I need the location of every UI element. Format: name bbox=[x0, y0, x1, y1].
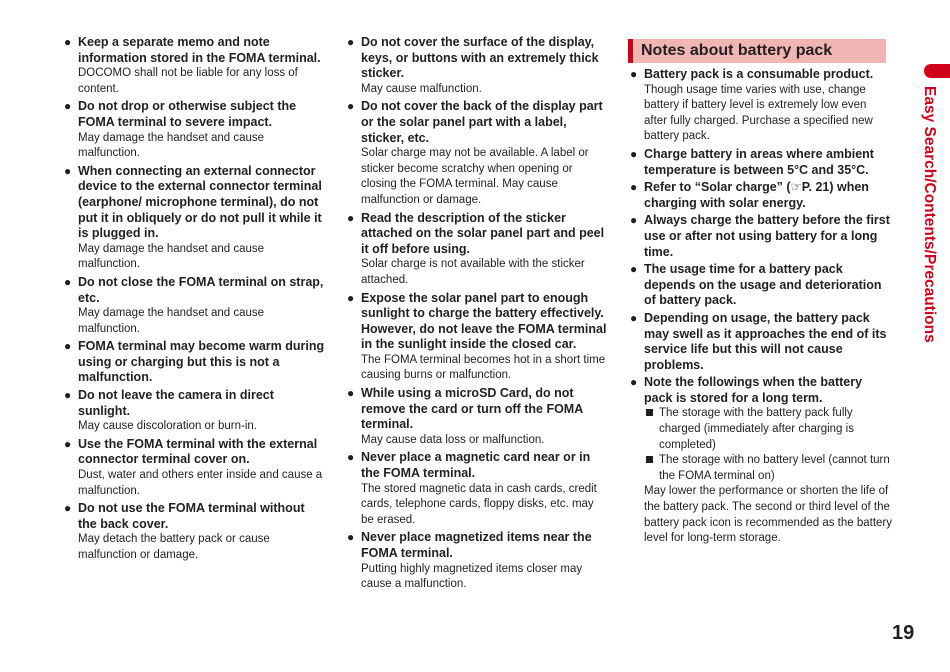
item-description: Though usage time varies with use, change battery if battery level is extremely low even after fully charged. Purchase a specified new battery pack. bbox=[644, 83, 873, 143]
item-heading: Do not drop or otherwise subject the FOMA terminal to severe impact. bbox=[78, 99, 297, 129]
item-description: Solar charge is not available with the sticker attached. bbox=[361, 258, 585, 286]
side-chapter-label: Easy Search/Contents/Precautions bbox=[921, 86, 938, 343]
sub-item-text: The storage with the battery pack fully charged (immediately after charging is completed) bbox=[659, 407, 854, 451]
item-heading: While using a microSD Card, do not remove the card or turn off the FOMA terminal. bbox=[361, 386, 583, 432]
list-item bbox=[630, 67, 892, 145]
page-number: 19 bbox=[892, 622, 915, 644]
item-description: The stored magnetic data in cash cards, credit cards, telephone cards, floppy disks, etc. may be erased. bbox=[361, 482, 597, 526]
item-heading: Use the FOMA terminal with the external connector terminal cover on. bbox=[78, 436, 318, 467]
bullet-icon: ● bbox=[64, 339, 72, 354]
item-description: May damage the handset and cause malfunction. bbox=[78, 307, 265, 335]
list-item bbox=[347, 35, 609, 97]
bullet-icon: ● bbox=[64, 274, 72, 289]
bullet-icon: ● bbox=[630, 310, 638, 325]
bullet-icon: ● bbox=[347, 210, 355, 225]
item-description: Solar charge may not be available. A label or sticker become scratchy when opening or closing the FOMA terminal. May cause malfunction or damage. bbox=[361, 147, 589, 206]
list-item bbox=[347, 530, 609, 592]
list-item bbox=[64, 339, 326, 386]
item-heading: Do not cover the back of the display part or the solar panel part with a label, sticker, etc. bbox=[361, 99, 603, 145]
bullet-icon: ● bbox=[64, 436, 72, 451]
item-heading: Charge battery in areas where ambient temperature is between 5°C and 35°C. bbox=[644, 146, 874, 177]
item-description: May cause data loss or malfunction. bbox=[361, 433, 545, 446]
sub-item bbox=[644, 453, 892, 484]
item-heading: Never place magnetized items near the FOMA terminal. bbox=[361, 530, 592, 560]
item-heading: Read the description of the sticker attached on the solar panel part and peel it off before using. bbox=[361, 210, 605, 256]
bullet-icon: ● bbox=[347, 530, 355, 545]
item-heading: Note the followings when the battery pack is stored for a long term. bbox=[644, 375, 863, 405]
item-note: May lower the performance or shorten the life of the battery pack. The second or third level of the battery pack icon is recommended as the battery level for long-term storage. bbox=[644, 485, 893, 545]
section-title: Notes about battery pack bbox=[641, 42, 833, 59]
list-item bbox=[630, 311, 892, 373]
list-item bbox=[347, 291, 609, 385]
item-heading: Do not leave the camera in direct sunlight. bbox=[78, 388, 274, 418]
bullet-icon: ● bbox=[630, 262, 638, 277]
list-item bbox=[64, 275, 326, 337]
sub-item-text: The storage with no battery level (cannot turn the FOMA terminal on) bbox=[659, 454, 890, 482]
bullet-icon: ● bbox=[630, 146, 638, 161]
list-item bbox=[347, 99, 609, 208]
bullet-icon: ● bbox=[347, 450, 355, 465]
item-heading: Never place a magnetic card near or in the FOMA terminal. bbox=[361, 450, 591, 481]
item-heading: Depending on usage, the battery pack may swell as it approaches the end of its service life but this will not cause problems. bbox=[644, 310, 887, 372]
bullet-icon: ● bbox=[630, 180, 638, 195]
item-description: May detach the battery pack or cause malfunction or damage. bbox=[78, 533, 270, 561]
item-heading: When connecting an external connector device to the external connector terminal (earphone/ microphone terminal), do not put it in obliquely or do not pull it while it is plugged in. bbox=[78, 163, 322, 241]
bullet-icon: ● bbox=[630, 67, 638, 81]
item-description: The FOMA terminal becomes hot in a short time causing burns or malfunction. bbox=[361, 353, 606, 382]
bullet-icon: ● bbox=[347, 290, 355, 305]
bullet-icon: ● bbox=[630, 213, 638, 228]
list-item bbox=[64, 437, 326, 499]
list-item bbox=[64, 99, 326, 161]
bullet-icon: ● bbox=[64, 35, 72, 49]
list-item bbox=[630, 180, 892, 211]
item-description: May damage the handset and cause malfunction. bbox=[78, 242, 265, 271]
bullet-icon: ● bbox=[64, 501, 72, 516]
list-item bbox=[347, 211, 609, 289]
item-description: May cause discoloration or burn-in. bbox=[78, 420, 257, 433]
item-description: May cause malfunction. bbox=[361, 82, 482, 95]
item-heading: Keep a separate memo and note information stored in the FOMA terminal. bbox=[78, 35, 321, 65]
item-heading: Battery pack is a consumable product. bbox=[644, 67, 874, 81]
bullet-icon: ● bbox=[64, 99, 72, 114]
item-description: Putting highly magnetized items closer may cause a malfunction. bbox=[361, 562, 583, 591]
list-item bbox=[64, 35, 326, 97]
item-heading: Expose the solar panel part to enough sunlight to charge the battery effectively. However, do not leave the FOMA terminal in the sunlight inside the closed car. bbox=[361, 290, 607, 352]
section-header bbox=[628, 39, 886, 63]
item-heading: Do not use the FOMA terminal without the back cover. bbox=[78, 501, 305, 531]
list-item bbox=[64, 164, 326, 273]
list-item bbox=[347, 450, 609, 528]
bullet-icon: ● bbox=[347, 99, 355, 114]
sub-item bbox=[644, 406, 892, 453]
list-item bbox=[630, 375, 892, 547]
list-item bbox=[64, 388, 326, 435]
item-description: Dust, water and others enter inside and cause a malfunction. bbox=[78, 469, 323, 497]
item-heading: The usage time for a battery pack depends on the usage and deterioration of battery pack. bbox=[644, 262, 882, 308]
column-left bbox=[64, 35, 326, 566]
list-item bbox=[64, 501, 326, 563]
item-description: DOCOMO shall not be liable for any loss of content. bbox=[78, 67, 298, 95]
bullet-icon: ● bbox=[347, 35, 355, 49]
list-item bbox=[630, 213, 892, 260]
list-item bbox=[630, 262, 892, 309]
item-heading: Always charge the battery before the first use or after not using battery for a long time. bbox=[644, 213, 890, 259]
item-heading: Do not cover the surface of the display, keys, or buttons with an extremely thick sticker. bbox=[361, 35, 599, 81]
list-item bbox=[347, 386, 609, 448]
item-heading: Do not close the FOMA terminal on strap, etc. bbox=[78, 274, 324, 305]
list-item bbox=[630, 147, 892, 178]
bullet-icon: ● bbox=[64, 388, 72, 403]
item-description: May damage the handset and cause malfunction. bbox=[78, 131, 265, 160]
column-right bbox=[630, 67, 892, 549]
column-middle bbox=[347, 35, 609, 595]
bullet-icon: ● bbox=[347, 386, 355, 401]
item-heading: Refer to “Solar charge” (☞P. 21) when charging with solar energy. bbox=[644, 180, 869, 210]
square-bullet-icon bbox=[646, 406, 659, 453]
side-tab-marker bbox=[924, 64, 950, 78]
bullet-icon: ● bbox=[64, 163, 72, 178]
square-bullet-icon bbox=[646, 453, 659, 484]
item-heading: FOMA terminal may become warm during using or charging but this is not a malfunction. bbox=[78, 339, 325, 385]
bullet-icon: ● bbox=[630, 375, 638, 390]
